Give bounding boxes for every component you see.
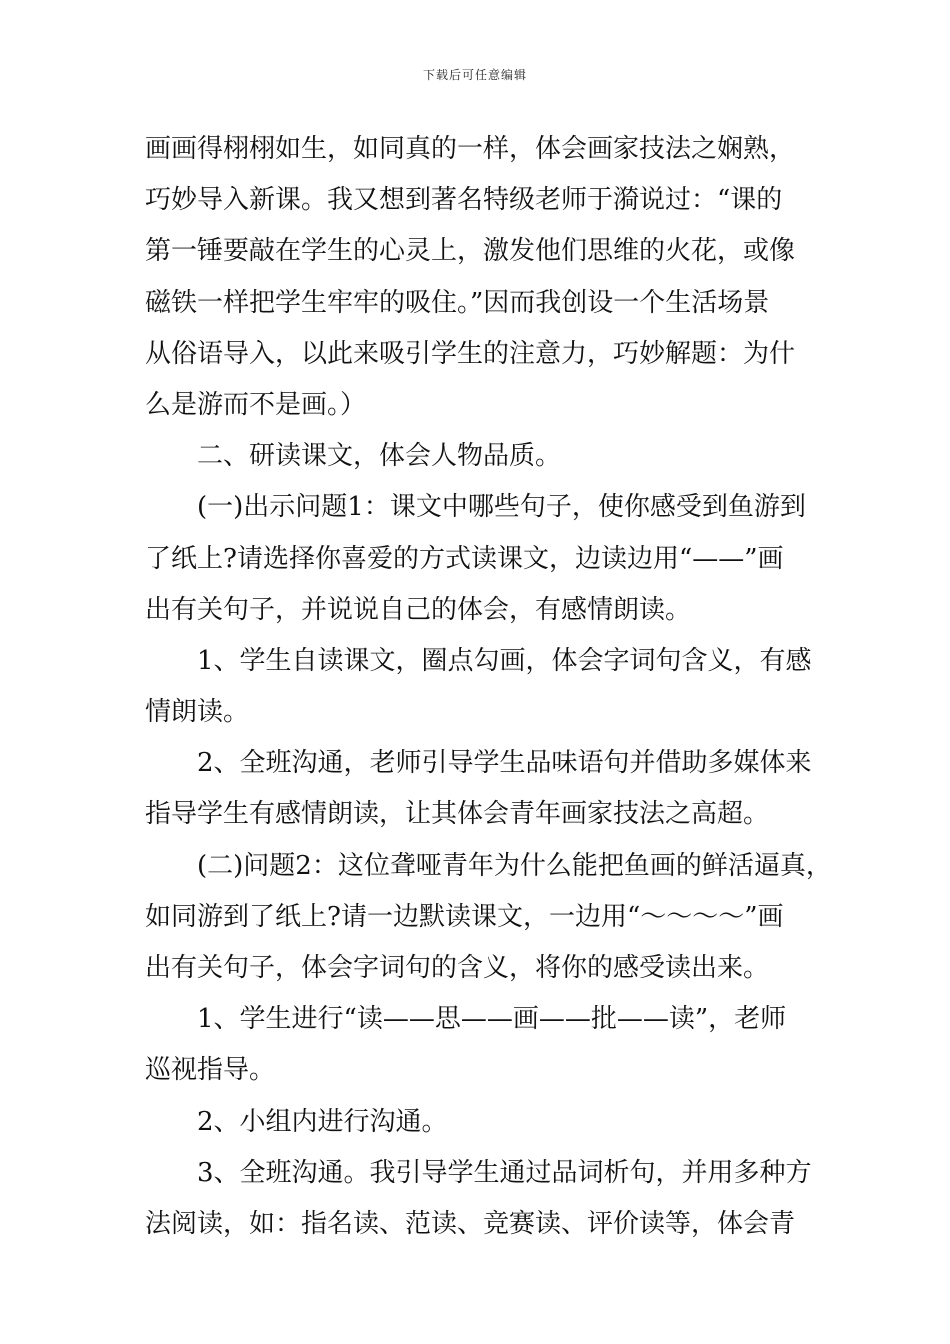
text-line: 3、全班沟通。我引导学生通过品词析句，并用多种方: [197, 1157, 812, 1188]
text-line: 了纸上?请选择你喜爱的方式读课文，边读边用“——”画: [145, 543, 784, 574]
text-line: 2、全班沟通，老师引导学生品味语句并借助多媒体来: [197, 748, 812, 779]
text-line: 情朗读。: [145, 697, 250, 728]
text-line: 指导学生有感情朗读，让其体会青年画家技法之高超。: [145, 799, 770, 830]
text-line: 如同游到了纸上?请一边默读课文，一边用“～～～～”画: [145, 901, 784, 932]
text-line: 巡视指导。: [145, 1055, 276, 1086]
text-line: 出有关句子，体会字词句的含义，将你的感受读出来。: [145, 953, 770, 983]
text-line: 磁铁一样把学生牢牢的吸住。”因而我创设一个生活场景: [145, 287, 770, 318]
text-line: 从俗语导入，以此来吸引学生的注意力，巧妙解题：为什: [145, 338, 796, 369]
text-line: 法阅读，如：指名读、范读、竞赛读、评价读等，体会青: [145, 1208, 796, 1239]
document-body: [145, 124, 832, 1250]
text-line: (二)问题2：这位聋哑青年为什么能把鱼画的鲜活逼真，: [197, 850, 832, 881]
text-line: 1、学生自读课文，圈点勾画，体会字词句含义，有感: [197, 645, 812, 676]
text-line: 出有关句子，并说说自己的体会，有感情朗读。: [145, 594, 692, 625]
text-line: 1、学生进行“读——思——画——批——读”，老师: [197, 1004, 787, 1035]
text-line: (一)出示问题1：课文中哪些句子，使你感受到鱼游到: [197, 492, 806, 523]
text-line: 2、小组内进行沟通。: [197, 1106, 448, 1137]
page-header: 下载后可任意编辑: [422, 68, 527, 82]
text-line: 画画得栩栩如生，如同真的一样，体会画家技法之娴熟，: [145, 134, 796, 164]
text-line: 么是游而不是画。）: [145, 389, 367, 420]
section-heading: 二、研读课文，体会人物品质。: [197, 441, 562, 472]
text-line: 巧妙导入新课。我又想到著名特级老师于漪说过：“课的: [145, 185, 783, 216]
text-line: 第一锤要敲在学生的心灵上，激发他们思维的火花，或像: [145, 236, 796, 267]
